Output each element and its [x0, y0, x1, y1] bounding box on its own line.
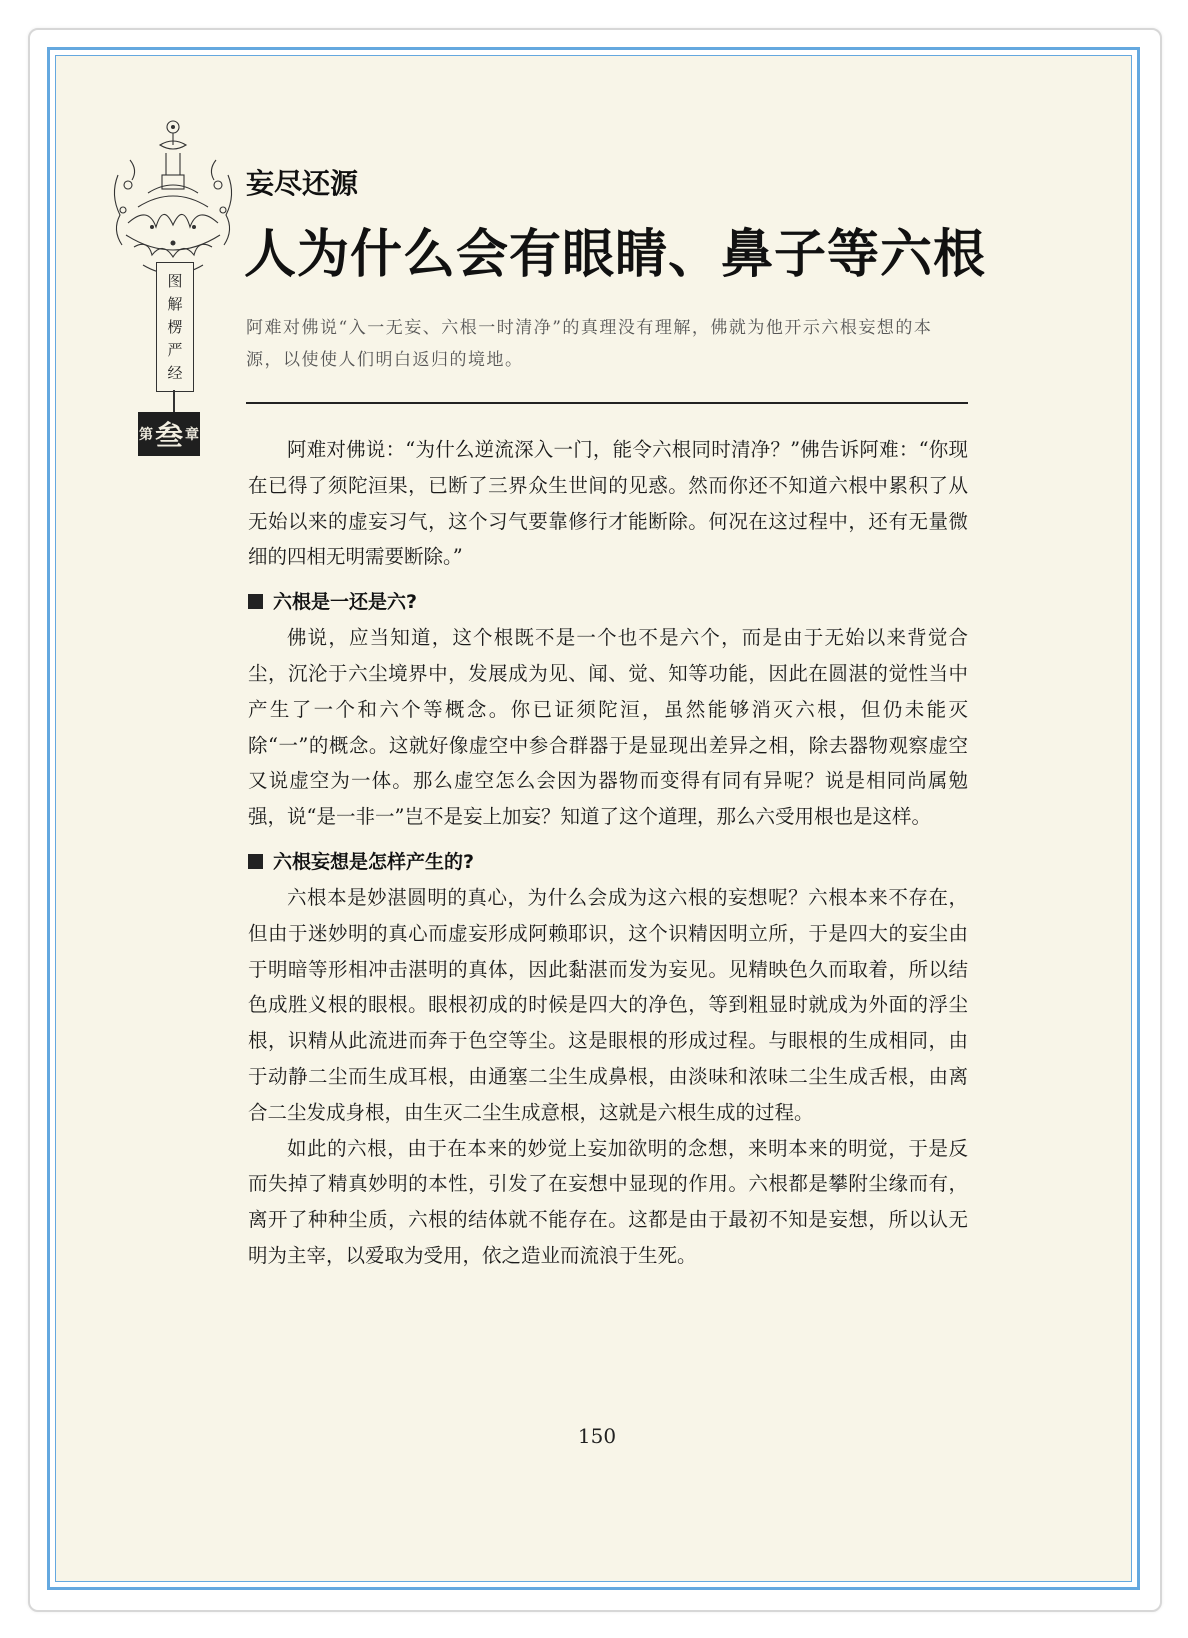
paragraph: 如此的六根，由于在本来的妙觉上妄加欲明的念想，来明本来的明觉，于是反而失掉了精真妙明的本性，引发了在妄想中显现的作用。六根都是攀附尘缘而有，离开了种种尘质，六根的结体就不能存在。这都是由于最初不知是妄想，所以认无明为主宰，以爱取为受用，依之造业而流浪于生死。 [248, 1136, 968, 1267]
section-heading [248, 845, 968, 880]
section-subtitle: 妄尽还源 [246, 167, 359, 200]
body-text [248, 432, 968, 1274]
book-title-char: 图 [167, 271, 183, 290]
square-bullet-icon [248, 854, 263, 869]
book-title-char: 严 [167, 340, 183, 359]
chapter-tag [138, 412, 200, 456]
book-title-char: 楞 [167, 317, 183, 336]
chapter-number: 叁 [154, 419, 183, 452]
book-title-vertical [156, 262, 194, 392]
intro-summary: 阿难对佛说“入一无妄、六根一时清净”的真理没有理解，佛就为他开示六根妄想的本源，以使使人们明白返归的境地。 [246, 318, 933, 370]
section-heading [248, 585, 968, 620]
chapter-prefix: 第 [138, 427, 153, 443]
paragraph: 佛说，应当知道，这个根既不是一个也不是六个，而是由于无始以来背觉合尘，沉沦于六尘境界中，发展成为见、闻、觉、知等功能，因此在圆湛的觉性当中产生了一个和六个等概念。你已证须陀洹，虽然能够消灭六根，但仍未能灭除“一”的概念。这就好像虚空中参合群器于是显现出差异之相，除去器物观察虚空又说虚空为一体。那么虚空怎么会因为器物而变得有同有异呢？说是相同尚属勉强，说“是一非一”岂不是妄上加妄？知道了这个道理，那么六受用根也是这样。 [248, 626, 968, 829]
page-title: 人为什么会有眼睛、鼻子等六根 [244, 225, 987, 285]
section-heading-text: 六根妄想是怎样产生的? [273, 850, 475, 873]
chapter-suffix: 章 [185, 427, 199, 443]
paragraph: 六根本是妙湛圆明的真心，为什么会成为这六根的妄想呢？六根本来不存在，但由于迷妙明的真心而虚妄形成阿赖耶识，这个识精因明立所，于是四大的妄尘由于明暗等形相冲击湛明的真体，因此黏湛而发为妄见。见精映色久而取着，所以结色成胜义根的眼根。眼根初成的时候是四大的净色，等到粗显时就成为外面的浮尘根，识精从此流进而奔于色空等尘。这是眼根的形成过程。与眼根的生成相同，由于动静二尘而生成耳根，由通塞二尘生成鼻根，由淡味和浓味二尘生成舌根，由离合二尘发成身根，由生灭二尘生成意根，这就是六根生成的过程。 [248, 885, 968, 1124]
paragraph: 阿难对佛说：“为什么逆流深入一门，能令六根同时清净？”佛告诉阿难：“你现在已得了须陀洹果，已断了三界众生世间的见惑。然而你还不知道六根中累积了从无始以来的虚妄习气，这个习气要靠修行才能断除。何况在这过程中，还有无量微细的四相无明需要断除。” [248, 438, 968, 569]
section-heading-text: 六根是一还是六? [273, 591, 418, 614]
header-divider [246, 402, 968, 404]
page-number: 150 [577, 1424, 617, 1448]
book-title-char: 经 [167, 363, 183, 382]
book-title-char: 解 [167, 294, 183, 313]
square-bullet-icon [248, 594, 263, 609]
